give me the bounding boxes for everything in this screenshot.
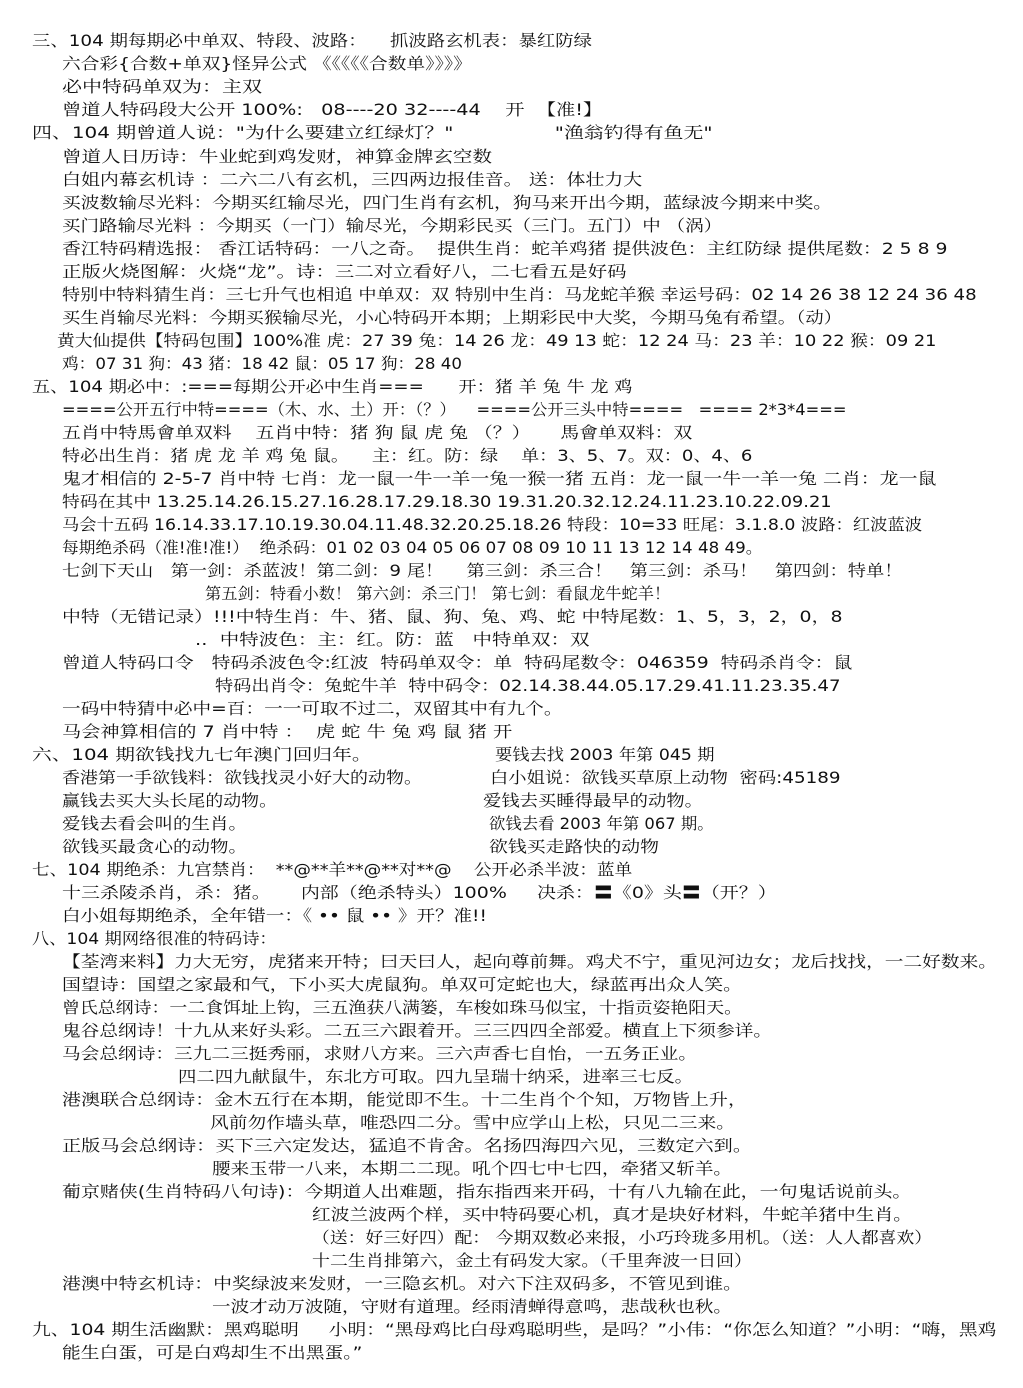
text-line: 买生肖输尽光料：今期买猴输尽光，小心特码开本期；上期彩民中大奖，今期马兔有希望。（动） bbox=[62, 308, 843, 327]
text-line: 买门路输尽光料 ：今期买（一门）输尽光，今期彩民买（三门。五门）中 （涡） bbox=[62, 216, 723, 235]
text-line: 香港第一手欲钱料：欲钱找灵小好大的动物。 bbox=[62, 768, 423, 787]
text-line: 香江特码精选报： 香江话特码：一八之奇。 提供生肖：蛇羊鸡猪 提供波色：主红防绿 提供尾数：2 5 8 9 bbox=[62, 239, 948, 258]
text-line: 六合彩{合数+单双}怪异公式 《《《《《合数单》》》》 bbox=[62, 54, 472, 73]
text-line: 曾道人特码段大公开 100%: 08----20 32----44 开 【准!】 bbox=[62, 100, 603, 119]
text-line: 正版火烧图解：火烧“龙”。诗：三二对立看好八，二七看五是好码 bbox=[62, 262, 627, 281]
text-line: 特码在其中 13.25.14.26.15.27.16.28.17.29.18.30 19.31.20.32.12.24.11.23.10.22.09.21 bbox=[62, 492, 832, 511]
text-line: 七、104 期绝杀：九宫禁肖： **@**羊**@**对**@ 公开必杀半波：蓝单 bbox=[32, 860, 633, 879]
text-line: 七剑下天山 第一剑：杀蓝波！第二剑：9 尾！ 第三剑：杀三合！ 第三剑：杀马！ 第四剑：特单！ bbox=[62, 561, 903, 580]
text-line: 六、104 期欲钱找九七年澳门回归年。 bbox=[32, 745, 372, 764]
text-line: 爱钱去看会叫的生肖。 bbox=[62, 814, 248, 833]
text-line: 一波才动万波随，守财有道理。经雨清蝉得意鸣，悲哉秋也秋。 bbox=[212, 1297, 733, 1316]
text-line: 八、104 期网络很准的特码诗： bbox=[32, 929, 277, 948]
text-line: 风前勿作墙头草，唯恐四二分。雪中应学山上松，只见二三来。 bbox=[210, 1113, 736, 1132]
text-line: 曾道人特码口令 特码杀波色令:红波 特码单双令：单 特码尾数令：046359 特码杀肖令：鼠 bbox=[62, 653, 853, 672]
text-line: 曾道人日历诗：牛业蛇到鸡发财，神算金牌玄空数 bbox=[62, 147, 493, 166]
text-line: 每期绝杀码（准!准!准!） 绝杀码：01 02 03 04 05 06 07 08 09 10 11 13 12 14 48 49。 bbox=[62, 538, 763, 557]
text-line: 第五剑：特看小数！ 第六剑：杀三门！ 第七剑：看鼠龙牛蛇羊！ bbox=[205, 584, 671, 603]
text-line: 港澳联合总纲诗：金木五行在本期，能觉即不生。十二生肖个个知，万物皆上升， bbox=[62, 1090, 747, 1109]
text-line: 鬼才相信的 2-5-7 肖中特 七肖：龙一鼠一牛一羊一兔一猴一猪 五肖：龙一鼠一牛一羊一兔 二肖：龙一鼠 bbox=[62, 469, 937, 488]
text-line: 马会十五码 16.14.33.17.10.19.30.04.11.48.32.20.25.18.26 特段：10=33 旺尾：3.1.8.0 波路：红波蓝波 bbox=[62, 515, 923, 534]
text-line: 九、104 期生活幽默：黑鸡聪明 小明：“黑母鸡比白母鸡聪明些，是吗？”小伟：“你怎么知道？”小明：“嗨，黑鸡 bbox=[32, 1320, 997, 1339]
text-line: 特码出肖令：兔蛇牛羊 特中码令：02.14.38.44.05.17.29.41.11.23.35.47 bbox=[215, 676, 841, 695]
text-line: 必中特码单双为：主双 bbox=[62, 77, 263, 96]
text-line: 欲钱买走路快的动物 bbox=[489, 837, 660, 856]
text-line: 马会总纲诗：三九二三挺秀丽，求财八方来。三六声香七自怡，一五务正业。 bbox=[62, 1044, 698, 1063]
text-line: 十三杀陵杀肖，杀：猪。 内部（绝杀特头）100% 决杀：〓《0》头〓（开？） bbox=[62, 883, 777, 902]
text-line: 【荃湾来料】力大无穷，虎猪来开特；曰天曰人，起向尊前舞。鸡犬不宁，重见河边女；龙后找找，一二好数来。 bbox=[62, 952, 997, 971]
text-line: 赢钱去买大头长尾的动物。 bbox=[62, 791, 278, 810]
text-line: （送：好三好四）配： 今期双数必来报，小巧玲珑多用机。（送：人人都喜欢） bbox=[312, 1228, 933, 1247]
text-line: 中特（无错记录）!!!中特生肖：牛、猪、鼠、狗、兔、鸡、蛇 中特尾数：1、5，3，2，0，8 bbox=[62, 607, 843, 626]
text-line: 马会神算相信的 7 肖中特 ： 虎 蛇 牛 兔 鸡 鼠 猪 开 bbox=[62, 722, 513, 741]
text-line: 白小姐说：欲钱买草原上动物 密码:45189 bbox=[490, 768, 841, 787]
text-line: 白小姐每期绝杀，全年错一：《 •• 鼠 •• 》开？准!! bbox=[62, 906, 487, 925]
text-line: 黄大仙提供【特码包围】100%准 虎：27 39 兔：14 26 龙：49 13 蛇：12 24 马：23 羊：10 22 猴：09 21 bbox=[57, 331, 937, 350]
text-line: 要钱去找 2003 年第 045 期 bbox=[495, 745, 715, 764]
text-line: 特必出生肖：猪 虎 龙 羊 鸡 兔 鼠。 主：红。防：绿 单：3、5、7。双：0、4、6 bbox=[62, 446, 753, 465]
text-line: 四二四九献鼠牛，东北方可取。四九呈瑞十纳采，进率三七反。 bbox=[178, 1067, 694, 1086]
text-line: 正版马会总纲诗：买下三六定发达，猛追不肯舍。名扬四海四六见，三数定六到。 bbox=[62, 1136, 753, 1155]
text-line: 特别中特料猜生肖：三七升气也相追 中单双：双 特别中生肖：马龙蛇羊猴 幸运号码：02 14 26 38 12 24 36 48 bbox=[62, 285, 977, 304]
text-line: .. 中特波色：主：红。防：蓝 中特单双：双 bbox=[195, 630, 590, 649]
text-line: ====公开五行中特====（木、水、土）开：（？） ====公开三头中特==== ==== 2*3*4=== bbox=[62, 400, 847, 419]
text-line: 鸡：07 31 狗：43 猪：18 42 鼠：05 17 狗：28 40 bbox=[62, 354, 462, 373]
text-line: 白姐内幕玄机诗 ：二六二八有玄机，三四两边报佳音。 送：体壮力大 bbox=[62, 170, 643, 189]
text-line: 欲钱买最贪心的动物。 bbox=[62, 837, 248, 856]
text-line: 国望诗：国望之家最和气，下小买大虎鼠狗。单双可定蛇也大，绿蓝再出众人笑。 bbox=[62, 975, 743, 994]
text-line: 五肖中特馬會单双料 五肖中特：猪 狗 鼠 虎 兔 （？） 馬會单双料：双 bbox=[62, 423, 693, 442]
text-line: 买波数输尽光料：今期买红输尽光，四门生肖有玄机，狗马来开出今期，蓝绿波今期来中奖。 bbox=[62, 193, 833, 212]
text-line: 曾氏总纲诗：一二食饵址上钩，三五渔获八满篓，车梭如珠马似宝，十指贡姿艳阳天。 bbox=[62, 998, 743, 1017]
text-line: 五、104 期必中：:===每期公开必中生肖=== 开：猪 羊 兔 牛 龙 鸡 bbox=[32, 377, 633, 396]
text-line: 红波兰波两个样，买中特码要心机，真才是块好材料，牛蛇羊猪中生肖。 bbox=[312, 1205, 913, 1224]
text-line: 鬼谷总纲诗！十九从来好头彩。二五三六跟着开。三三四四全部爱。横直上下须参详。 bbox=[62, 1021, 773, 1040]
text-line: 爱钱去买睡得最早的动物。 bbox=[483, 791, 704, 810]
text-line: 三、104 期每期必中单双、特段、波路： 抓波路玄机表：暴红防绿 bbox=[32, 31, 592, 50]
text-line: 十二生肖排第六，金土有码发大家。（千里奔波一日回） bbox=[312, 1251, 752, 1270]
text-line: 四、104 期曾道人说："为什么要建立红绿灯？" "渔翁钓得有鱼无" bbox=[32, 123, 713, 142]
text-line: 能生白蛋，可是白鸡却生不出黑蛋。” bbox=[62, 1343, 363, 1362]
text-line: 腰来玉带一八来，本期二二现。吼个四七中七四，牵猪又斩羊。 bbox=[212, 1159, 733, 1178]
text-line: 葡京赌侠(生肖特码八句诗)：今期道人出难题，指东指西来开码，十有八九输在此，一句鬼话说前头。 bbox=[62, 1182, 912, 1201]
text-line: 一码中特猜中必中=百：一一可取不过二，双留其中有九个。 bbox=[62, 699, 563, 718]
text-line: 欲钱去看 2003 年第 067 期。 bbox=[489, 814, 714, 833]
text-line: 港澳中特玄机诗：中奖绿波来发财，一三隐玄机。对六下注双码多，不管见到谁。 bbox=[62, 1274, 743, 1293]
